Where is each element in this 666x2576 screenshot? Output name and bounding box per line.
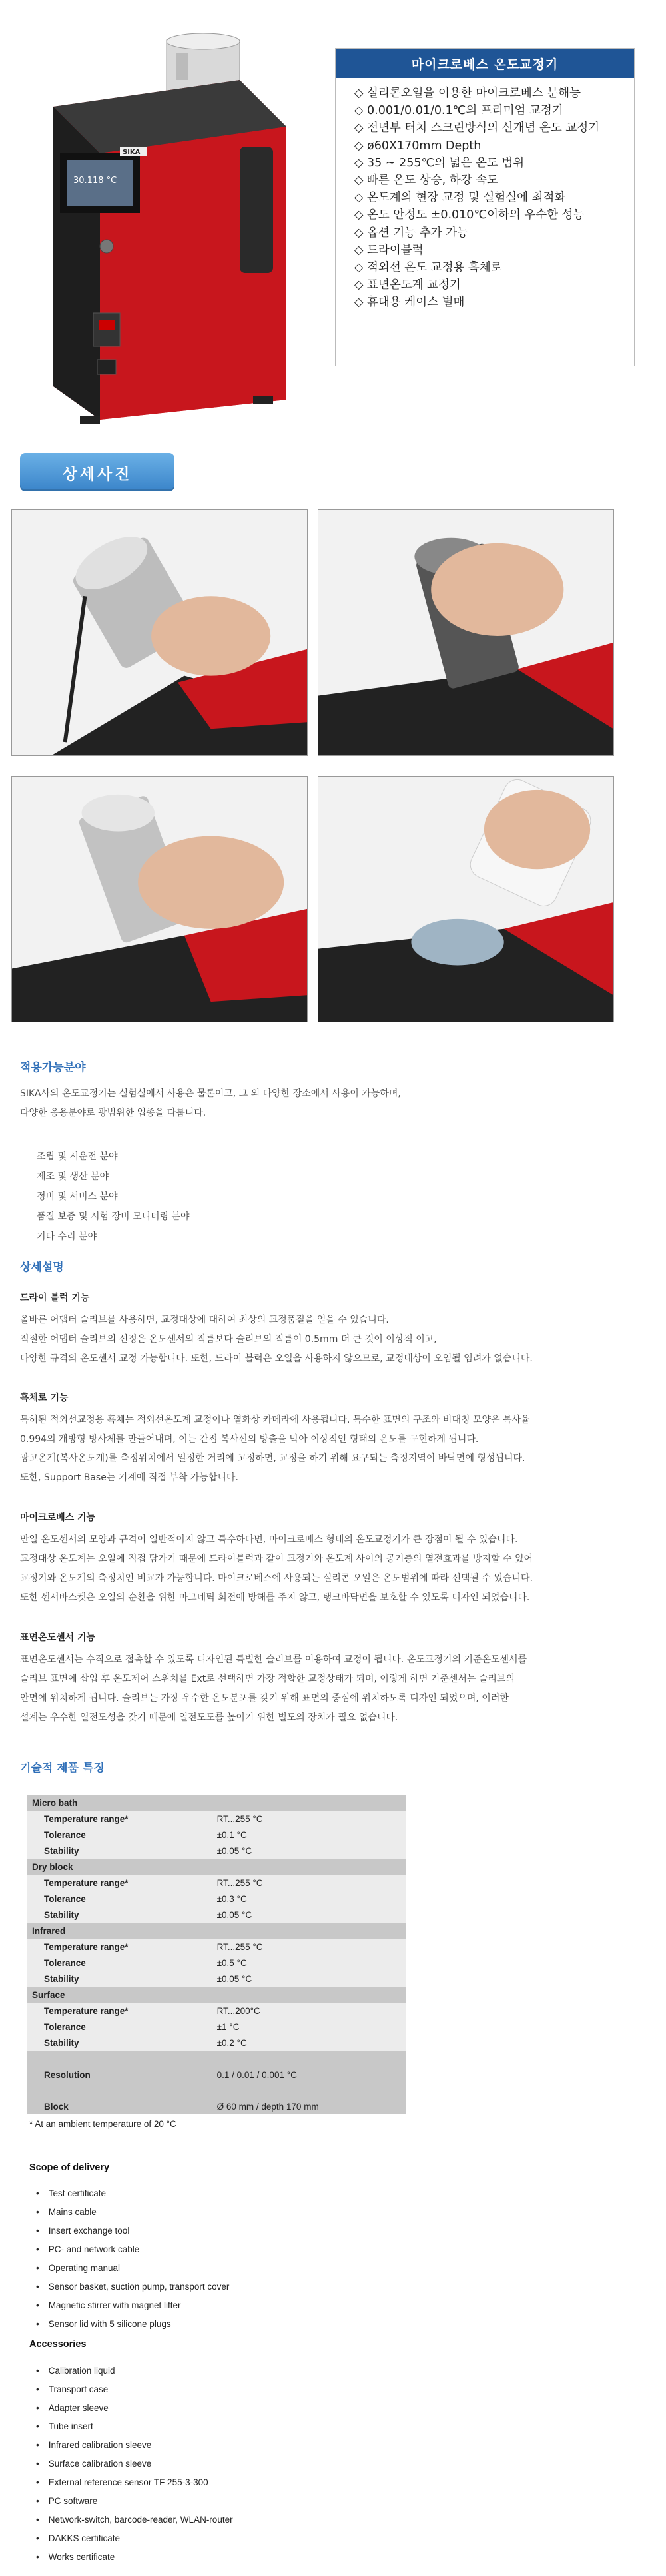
tech-table	[27, 1795, 406, 2114]
detail-photo-4	[318, 776, 614, 1022]
spec-item: ◇ 35 ~ 255℃의 넓은 온도 범위	[354, 155, 634, 172]
device-screen-text: 30.118 °C	[73, 176, 117, 186]
list-item: • PC- and network cable	[36, 2240, 229, 2259]
application-intro	[20, 1084, 401, 1123]
body-line: 또한, Support Base는 기계에 직접 부착 가능합니다.	[20, 1472, 238, 1483]
list-item: • Magnetic stirrer with magnet lifter	[36, 2296, 229, 2315]
application-intro-line: 다양한 응용분야로 광범위한 업종을 다룹니다.	[20, 1108, 206, 1118]
application-intro-line: SIKA사의 온도교정기는 실험실에서 사용은 물론이고, 그 외 다양한 장소에서 사용이 가능하며,	[20, 1088, 401, 1099]
row-key: Stability	[27, 1971, 212, 1987]
table-row	[27, 2098, 406, 2114]
list-item: • Transport case	[36, 2380, 233, 2399]
row-value: ±0.1 °C	[212, 1827, 406, 1843]
group-name: Surface	[27, 1987, 406, 2003]
detail-photo-2	[318, 509, 614, 756]
body-line: 교정기와 온도계의 측정치인 비교가 가능합니다. 마이크로베스에 사용되는 실리콘 오일은 온도범위에 따라 선택될 수 있습니다.	[20, 1573, 533, 1584]
body-line: 또한 센서바스켓은 오일의 순환을 위한 마그네틱 회전에 방해를 주지 않고, 탱크바닥면을 보호할 수 있도록 디자인 되었습니다.	[20, 1592, 530, 1603]
section-heading-dryblock: 드라이 블럭 기능	[20, 1293, 90, 1303]
table-row	[27, 1939, 406, 1955]
row-key: Block	[27, 2098, 212, 2114]
list-item: • Sensor basket, suction pump, transport cover	[36, 2278, 229, 2296]
list-item: • Infrared calibration sleeve	[36, 2436, 233, 2455]
group-name: Infrared	[27, 1923, 406, 1939]
tech-group-row	[27, 1795, 406, 1811]
list-item: • Sensor lid with 5 silicone plugs	[36, 2315, 229, 2334]
section-heading-blackbody: 흑체로 기능	[20, 1393, 69, 1403]
list-item: • Works certificate	[36, 2548, 233, 2567]
spec-item: ◇ ø60X170mm Depth	[354, 137, 634, 155]
list-item: • Tube insert	[36, 2417, 233, 2436]
body-line: 만일 온도센서의 모양과 규격이 일반적이지 않고 특수하다면, 마이크로베스 형태의 온도교정기가 큰 장점이 될 수 있습니다.	[20, 1534, 518, 1545]
spec-item: ◇ 온도 안정도 ±0.010℃이하의 우수한 성능	[354, 206, 634, 224]
spec-list	[336, 85, 634, 312]
section-body-blackbody	[20, 1411, 530, 1488]
spec-item: ◇ 온도계의 현장 교정 및 실험실에 최적화	[354, 189, 634, 206]
application-item: 정비 및 서비스 분야	[37, 1191, 118, 1202]
row-key: Tolerance	[27, 1955, 212, 1971]
table-row	[27, 1971, 406, 1987]
application-item: 제조 및 생산 분야	[37, 1171, 109, 1182]
row-key: Resolution	[27, 2067, 212, 2083]
section-body-surface	[20, 1650, 527, 1728]
row-value: ±0.05 °C	[212, 1843, 406, 1859]
row-key: Stability	[27, 1907, 212, 1923]
spec-item: ◇ 휴대용 케이스 별매	[354, 294, 634, 311]
row-key: Tolerance	[27, 2019, 212, 2035]
spec-item: ◇ 옵션 기능 추가 가능	[354, 224, 634, 242]
row-value: ±0.05 °C	[212, 1971, 406, 1987]
row-value: Ø 60 mm / depth 170 mm	[212, 2098, 406, 2114]
row-key: Temperature range*	[27, 2003, 212, 2019]
application-list	[37, 1147, 190, 1247]
list-item: • Insert exchange tool	[36, 2222, 229, 2240]
list-item: • Mains cable	[36, 2203, 229, 2222]
row-value: 0.1 / 0.01 / 0.001 °C	[212, 2067, 406, 2083]
body-line: 다양한 규격의 온도센서 교정 가능합니다. 또한, 드라이 블럭은 오일을 사용하지 않으므로, 교정대상이 오염될 염려가 없습니다.	[20, 1353, 533, 1364]
section-heading-microbath: 마이크로베스 기능	[20, 1512, 96, 1523]
accessories-title: Accessories	[29, 2339, 87, 2350]
row-key: Stability	[27, 1843, 212, 1859]
tech-group-row	[27, 1987, 406, 2003]
list-item: • DAKKS certificate	[36, 2529, 233, 2548]
list-item: • External reference sensor TF 255-3-300	[36, 2473, 233, 2492]
spec-item: ◇ 드라이블럭	[354, 242, 634, 259]
application-item: 기타 수리 분야	[37, 1231, 97, 1242]
spec-item: ◇ 실리콘오일을 이용한 마이크로베스 분해능	[354, 85, 634, 102]
list-item: • PC software	[36, 2492, 233, 2511]
detail-photo-3	[11, 776, 308, 1022]
body-line: 안면에 위치하게 됩니다. 슬리브는 가장 우수한 온도분포를 갖기 위해 표면의 중심에 위치하도록 디자인 되었으며, 이러한	[20, 1693, 509, 1704]
tech-group-row	[27, 1923, 406, 1939]
body-line: 표면온도센서는 수직으로 접촉할 수 있도록 디자인된 특별한 슬리브를 이용하여 교정이 됩니다. 온도교정기의 기준온도센서를	[20, 1654, 527, 1665]
scope-title: Scope of delivery	[29, 2162, 110, 2173]
list-item: • Network-switch, barcode-reader, WLAN-router	[36, 2511, 233, 2529]
list-item: • Calibration liquid	[36, 2362, 233, 2380]
row-key: Temperature range*	[27, 1939, 212, 1955]
accessories-list	[36, 2362, 233, 2567]
list-item: • Operating manual	[36, 2259, 229, 2278]
list-item: • Test certificate	[36, 2184, 229, 2203]
spec-item: ◇ 적외선 온도 교정용 흑체로	[354, 259, 634, 276]
section-heading-surface: 표면온도센서 기능	[20, 1632, 96, 1643]
tech-group-row	[27, 1859, 406, 1875]
application-item: 조립 및 시운전 분야	[37, 1151, 118, 1162]
body-line: 슬리브 표면에 삽입 후 온도제어 스위치를 Ext로 선택하면 가장 적합한 교정상태가 되며, 이렇게 하면 기준센서는 슬리브의	[20, 1674, 515, 1684]
list-item: • Surface calibration sleeve	[36, 2455, 233, 2473]
spec-item: ◇ 표면온도계 교정기	[354, 276, 634, 294]
table-row	[27, 2067, 406, 2083]
table-spacer	[27, 2083, 406, 2098]
table-row	[27, 2019, 406, 2035]
table-row	[27, 2003, 406, 2019]
device-brand: SIKA	[123, 149, 141, 156]
row-value: RT...255 °C	[212, 1811, 406, 1827]
table-row	[27, 1843, 406, 1859]
body-line: 올바른 어댑터 슬리브를 사용하면, 교정대상에 대하여 최상의 교정품질을 얻을 수 있습니다.	[20, 1315, 389, 1325]
spec-box-title: 마이크로베스 온도교정기	[336, 49, 634, 78]
application-item: 품질 보증 및 시험 장비 모니터링 분야	[37, 1211, 190, 1222]
spec-item: ◇ 전면부 터치 스크린방식의 신개념 온도 교정기	[354, 119, 634, 137]
spec-item: ◇ 0.001/0.01/0.1℃의 프리미엄 교정기	[354, 102, 634, 119]
body-line: 특허된 적외선교정용 흑체는 적외선온도계 교정이나 열화상 카메라에 사용됩니다. 특수한 표면의 구조와 비대칭 모양은 복사율	[20, 1415, 530, 1425]
table-row	[27, 1827, 406, 1843]
table-row	[27, 1907, 406, 1923]
body-line: 적절한 어댑터 슬리브의 선정은 온도센서의 직름보다 슬리브의 직름이 0.5mm 더 큰 것이 이상적 이고,	[20, 1334, 437, 1345]
table-row	[27, 1875, 406, 1891]
body-line: 설계는 우수한 열전도성을 갖기 때문에 열전도도를 높이기 위한 별도의 장치가 필요 없습니다.	[20, 1712, 398, 1723]
table-spacer	[27, 2051, 406, 2067]
table-row	[27, 1811, 406, 1827]
row-key: Tolerance	[27, 1827, 212, 1843]
group-name: Micro bath	[27, 1795, 406, 1811]
scope-list	[36, 2184, 229, 2334]
row-value: ±0.05 °C	[212, 1907, 406, 1923]
row-value: ±1 °C	[212, 2019, 406, 2035]
section-body-dryblock	[20, 1311, 533, 1369]
row-key: Temperature range*	[27, 1811, 212, 1827]
table-footnote: * At an ambient temperature of 20 °C	[29, 2119, 176, 2129]
row-key: Tolerance	[27, 1891, 212, 1907]
row-value: RT...200°C	[212, 2003, 406, 2019]
table-row	[27, 1891, 406, 1907]
spec-item: ◇ 빠른 온도 상승, 하강 속도	[354, 172, 634, 189]
product-image	[40, 27, 293, 426]
row-value: ±0.5 °C	[212, 1955, 406, 1971]
list-item: • Adapter sleeve	[36, 2399, 233, 2417]
row-value: ±0.3 °C	[212, 1891, 406, 1907]
row-key: Stability	[27, 2035, 212, 2051]
body-line: 교정대상 온도계는 오일에 직접 담가기 때문에 드라이블럭과 같이 교정기와 온도계 사이의 공기층의 열전효과를 방지할 수 있어	[20, 1554, 533, 1564]
row-value: RT...255 °C	[212, 1875, 406, 1891]
body-line: 0.994의 개방형 방사체를 만들어내며, 이는 간접 복사선의 방출을 막아 이상적인 형태의 온도를 구현하게 됩니다.	[20, 1434, 479, 1445]
row-value: RT...255 °C	[212, 1939, 406, 1955]
table-row	[27, 2035, 406, 2051]
tech-title: 기술적 제품 특징	[20, 1762, 105, 1775]
group-name: Dry block	[27, 1859, 406, 1875]
detail-photos-button[interactable]: 상세사진	[20, 453, 174, 491]
row-key: Temperature range*	[27, 1875, 212, 1891]
application-title: 적용가능분야	[20, 1061, 86, 1074]
body-line: 광고온계(복사온도계)를 측정위치에서 일정한 거리에 고정하면, 교정을 하기 위해 요구되는 측정지역이 바닥면에 형성됩니다.	[20, 1453, 525, 1464]
row-value: ±0.2 °C	[212, 2035, 406, 2051]
detail-photo-1	[11, 509, 308, 756]
spec-box	[335, 48, 635, 366]
table-row	[27, 1955, 406, 1971]
section-body-microbath	[20, 1530, 533, 1608]
description-title: 상세설명	[20, 1261, 64, 1274]
